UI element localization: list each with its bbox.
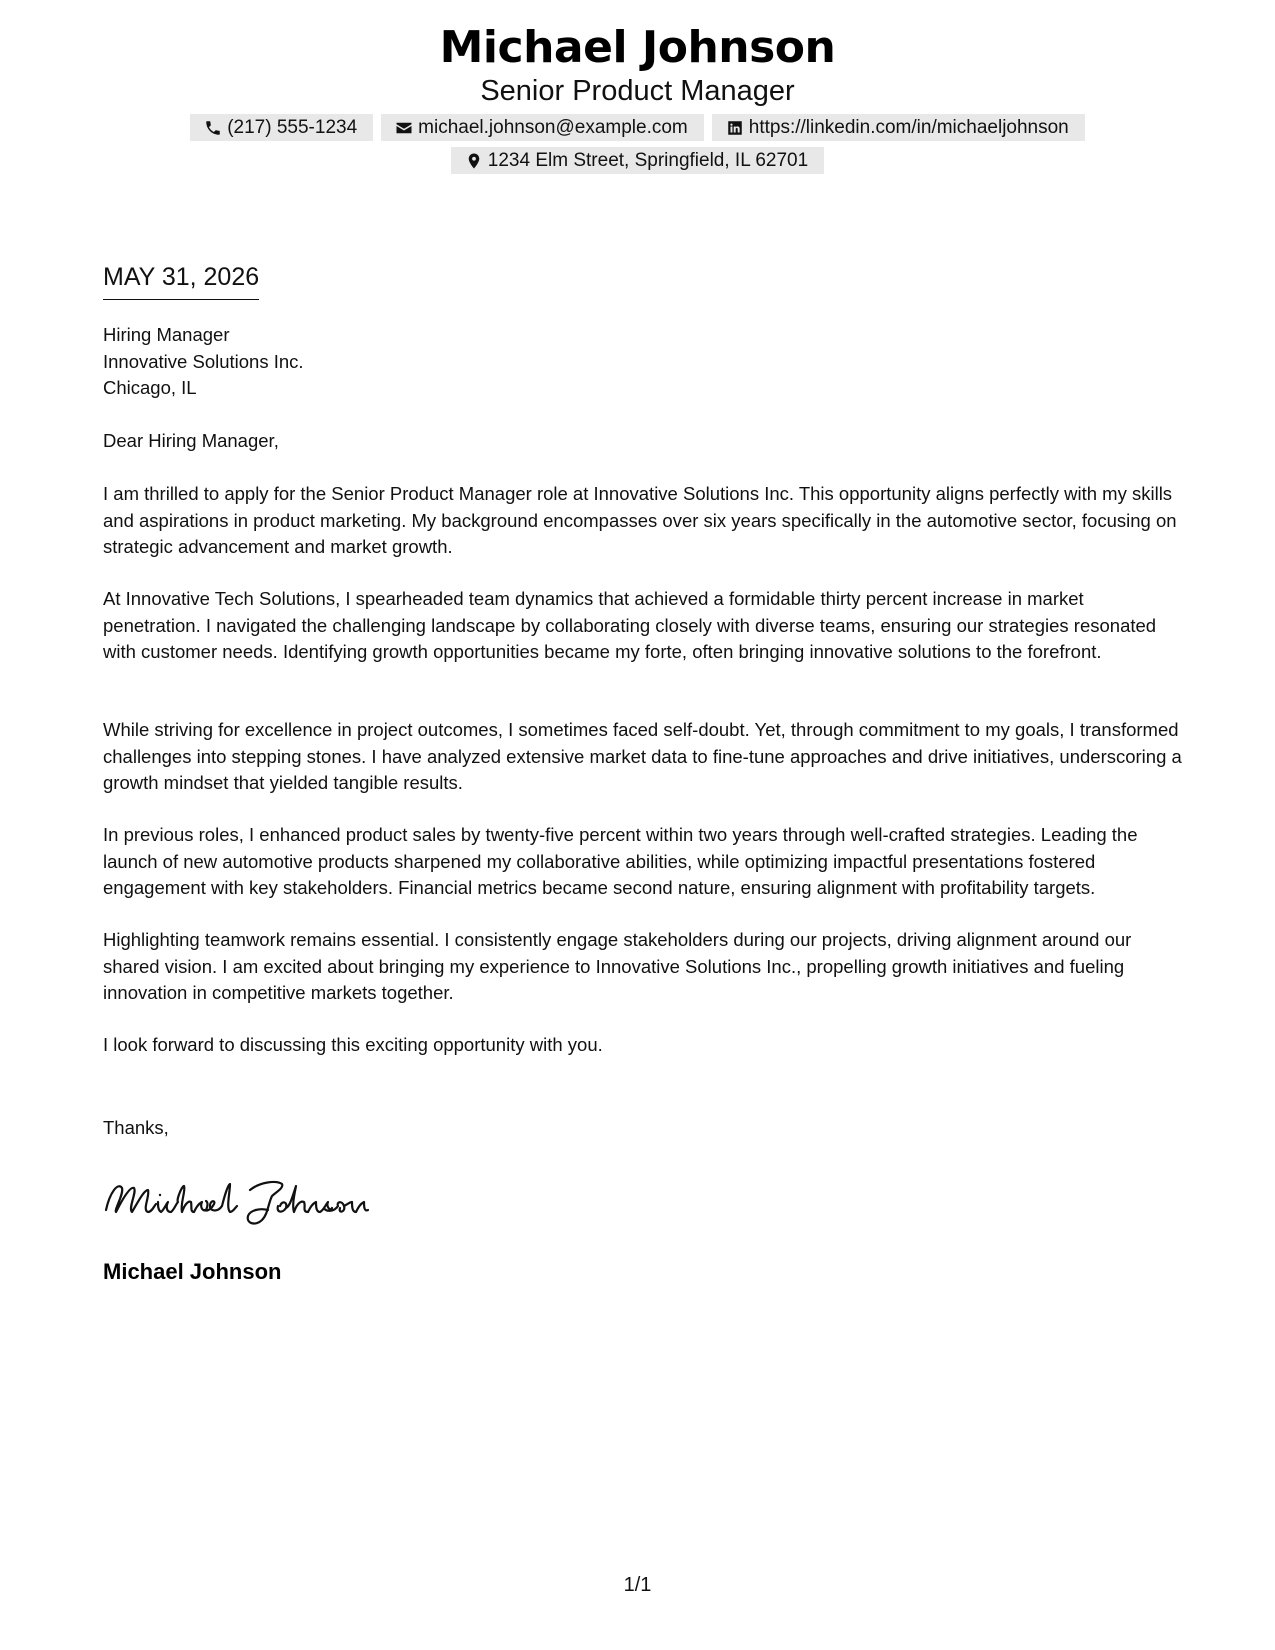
body-paragraph: Highlighting teamwork remains essential. I consistently engage stakeholders during our projects, driving alignment around our shared vision. I am excited about bringing my experience to Innovative Solutions Inc., propelling growth initiatives and fueling innovation in competitive markets together. <box>103 929 1132 1003</box>
body-paragraph: I am thrilled to apply for the Senior Product Manager role at Innovative Solutions Inc. This opportunity aligns perfectly with my skills and aspirations in product marketing. My background encompasses over six years specifically in the automotive sector, focusing on strategic advancement and market growth. <box>103 483 1177 557</box>
letter-date: MAY 31, 2026 <box>103 261 259 300</box>
phone-chip <box>190 114 373 141</box>
email-text: michael.johnson@example.com <box>418 117 688 138</box>
linkedin-chip[interactable] <box>712 114 1085 141</box>
sender-title: Senior Product Manager <box>480 75 795 107</box>
address-row <box>0 147 1275 174</box>
envelope-icon <box>395 119 413 137</box>
email-chip[interactable] <box>381 114 704 141</box>
map-marker-icon <box>465 152 483 170</box>
address-chip <box>451 147 824 174</box>
phone-text: (217) 555-1234 <box>227 117 358 138</box>
linkedin-icon <box>726 119 744 137</box>
address-text: 1234 Elm Street, Springfield, IL 62701 <box>487 150 809 171</box>
body-paragraph: I look forward to discussing this exciting opportunity with you. <box>103 1034 603 1055</box>
phone-icon <box>204 119 222 137</box>
salutation: Dear Hiring Manager, <box>103 430 279 451</box>
linkedin-text: https://linkedin.com/in/michaeljohnson <box>748 117 1069 138</box>
recipient-line: Hiring Manager <box>103 324 230 345</box>
recipient-block <box>103 322 304 402</box>
sender-name: Michael Johnson <box>439 22 836 73</box>
handwritten-signature <box>100 1170 370 1230</box>
recipient-line: Innovative Solutions Inc. <box>103 350 304 372</box>
body-paragraph: In previous roles, I enhanced product sales by twenty-five percent within two years through well-crafted strategies. Leading the launch of new automotive products sharpened my collaborative abilities, while optimizing impactful presentations fostered engagement with key stakeholders. Financial metrics became second nature, ensuring alignment with profitability targets. <box>103 824 1138 898</box>
page-number: 1/1 <box>623 1574 652 1596</box>
recipient-line: Chicago, IL <box>103 377 197 398</box>
body-paragraph: At Innovative Tech Solutions, I spearheaded team dynamics that achieved a formidable thirty percent increase in market penetration. I navigated the challenging landscape by collaborating closely with diverse teams, ensuring our strategies resonated with customer needs. Identifying growth opportunities became my forte, often bringing innovative solutions to the forefront. <box>103 588 1157 662</box>
contact-row <box>0 114 1275 141</box>
body-paragraph: While striving for excellence in project outcomes, I sometimes faced self-doubt. Yet, through commitment to my goals, I transformed challenges into stepping stones. I have analyzed extensive market data to fine-tune approaches and drive initiatives, underscoring a growth mindset that yielded tangible results. <box>103 719 1182 793</box>
signed-name: Michael Johnson <box>103 1259 282 1284</box>
sign-off: Thanks, <box>103 1117 169 1138</box>
letter-header <box>0 22 1275 174</box>
